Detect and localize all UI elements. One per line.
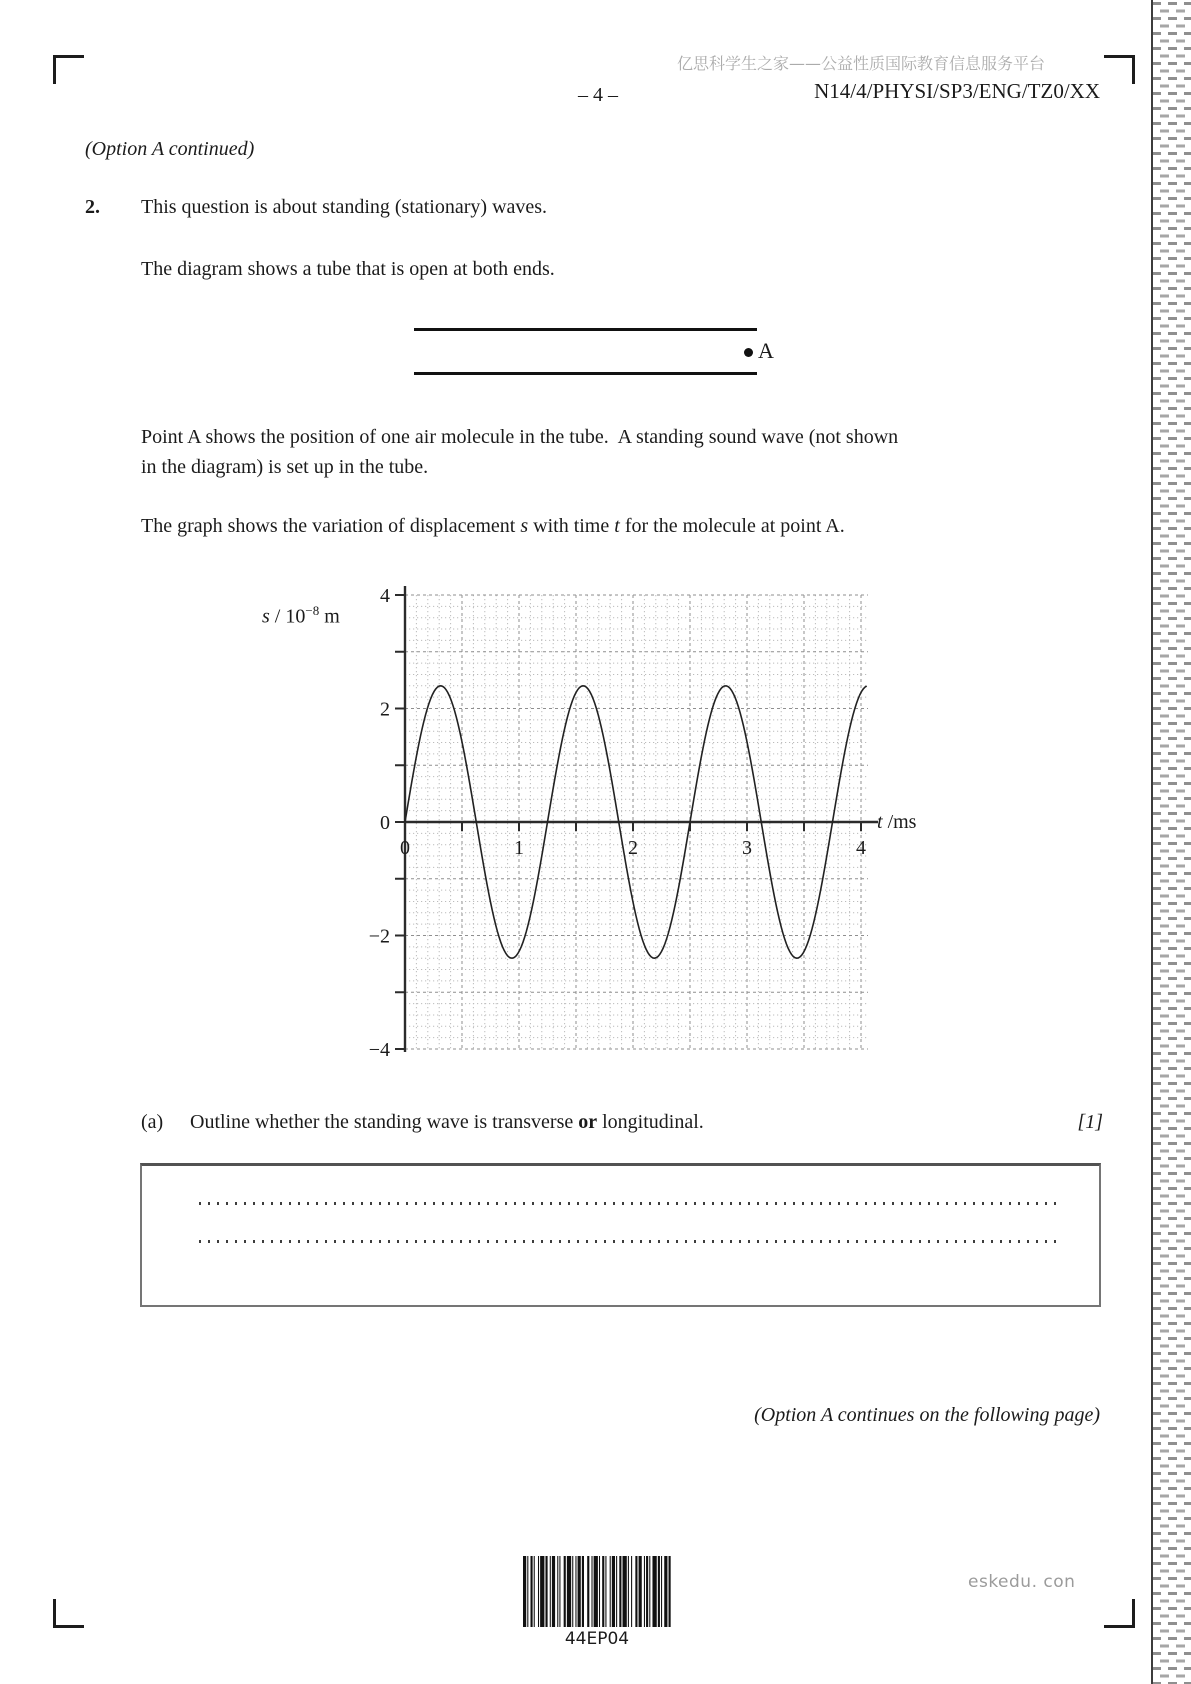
part-a-prompt-pre: Outline whether the standing wave is transverse [190,1111,579,1133]
crop-mark-top-right [1104,55,1135,84]
y-axis-label-var: s [262,605,270,628]
graph-caption-pre: The graph shows the variation of displacement [141,515,521,537]
continues-note: (Option A continues on the following page) [754,1404,1100,1426]
x-axis-label [877,811,916,833]
crop-mark-bottom-left [53,1599,84,1628]
svg-text:0: 0 [400,837,410,859]
molecule-point-label: A [758,338,774,363]
answer-dotted-line-1 [199,1202,1056,1205]
part-a-prompt-post: longitudinal. [597,1111,704,1133]
page-edge-hatch-strip [1151,0,1191,1684]
x-axis-label-var: t [877,811,883,833]
tube-top-wall [414,328,757,331]
page-number: – 4 – [578,84,618,106]
answer-dotted-line-2 [199,1240,1056,1243]
part-a-label: (a) [141,1111,164,1133]
graph-caption-var-s: s [520,515,529,537]
part-a-prompt [190,1111,704,1133]
diagram-caption: The diagram shows a tube that is open at both ends. [141,258,555,280]
part-a-marks: [1] [1077,1111,1103,1133]
y-axis-label-sup: −8 [305,603,320,618]
question-intro: This question is about standing (stationary) waves. [141,196,548,218]
molecule-point-dot [744,348,753,357]
site-text: eskedu. con [968,1572,1076,1592]
answer-box [140,1163,1101,1307]
question-number: 2. [85,196,100,218]
y-axis-label-mid: / 10 [269,605,306,628]
graph-caption-post: for the molecule at point A. [619,515,845,537]
crop-mark-top-left [53,55,84,84]
barcode [523,1556,671,1627]
crop-mark-bottom-right [1104,1599,1135,1628]
svg-text:4: 4 [380,585,390,607]
svg-text:0: 0 [380,812,390,834]
svg-text:−2: −2 [368,925,390,948]
tube-bottom-wall [414,372,757,375]
graph-caption-var-t: t [614,515,620,537]
barcode-text: 44EP04 [564,1629,630,1649]
option-continued-note: (Option A continued) [85,138,255,160]
svg-text:4: 4 [856,837,866,859]
svg-text:−4: −4 [368,1039,390,1060]
graph-caption-mid: with time [528,515,615,537]
svg-text:1: 1 [514,837,524,859]
y-axis-label-unit: m [319,605,340,628]
paragraph-line-1: Point A shows the position of one air molecule in the tube. A standing sound wave (not shown [141,426,899,448]
svg-text:2: 2 [380,698,390,721]
paragraph-line-2: in the diagram) is set up in the tube. [141,456,429,478]
watermark-text: 亿思科学生之家——公益性质国际教育信息服务平台 [676,54,1045,73]
graph-caption [141,515,845,537]
y-axis-label [262,600,340,628]
part-a-prompt-or: or [578,1111,598,1133]
paper-code: N14/4/PHYSI/SP3/ENG/TZ0/XX [814,79,1100,103]
svg-text:2: 2 [628,837,638,859]
svg-text:3: 3 [742,837,752,859]
x-axis-label-unit: /ms [882,811,917,833]
